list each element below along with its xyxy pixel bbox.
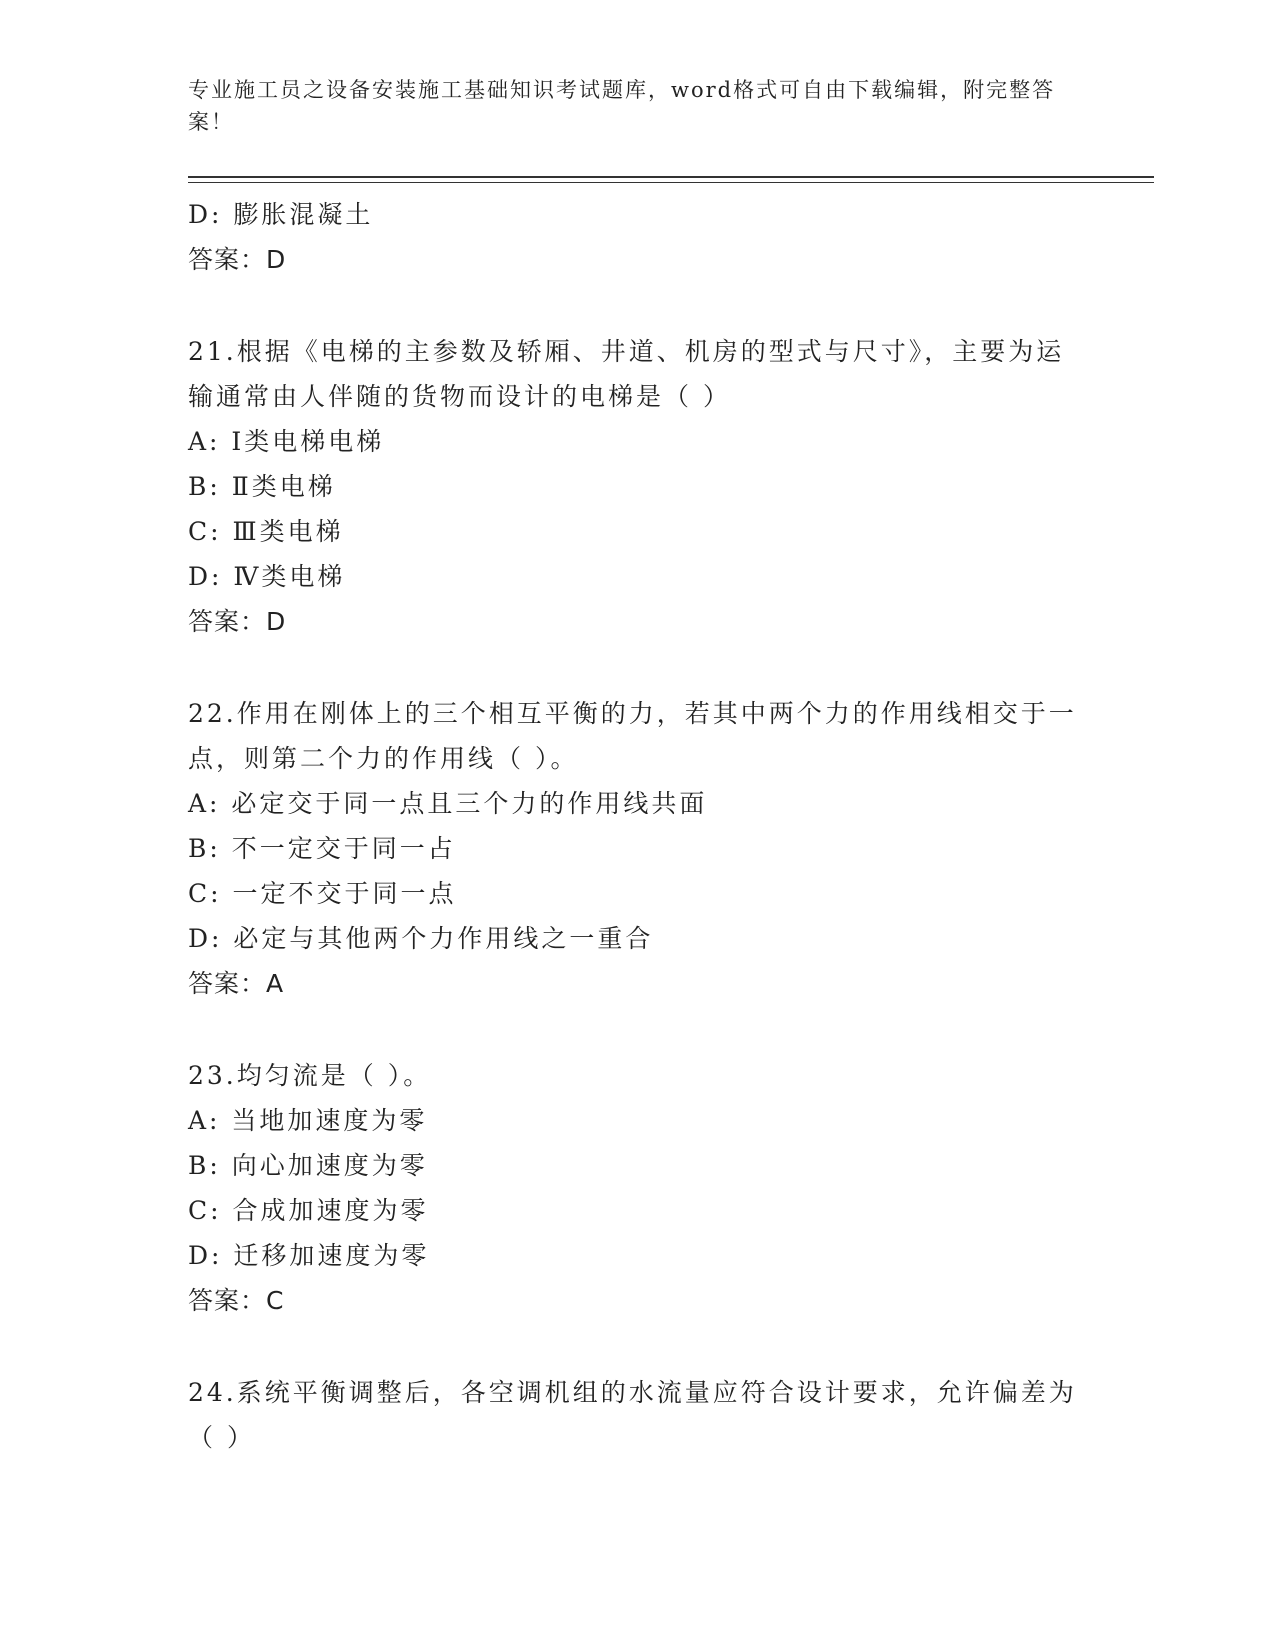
question-stem: 23.均匀流是（ ）。 xyxy=(188,1061,432,1090)
document-header: 专业施工员之设备安装施工基础知识考试题库，word格式可自由下载编辑，附完整答案！ xyxy=(188,78,1056,134)
question-stem: 24.系统平衡调整后，各空调机组的水流量应符合设计要求，允许偏差为（ ） xyxy=(188,1378,1077,1452)
header-divider-thin xyxy=(188,182,1154,183)
answer: 答案：D xyxy=(188,607,287,636)
question-list xyxy=(188,192,1088,1460)
question-stem: 22.作用在刚体上的三个相互平衡的力，若其中两个力的作用线相交于一点，则第二个力的作用线（ ）。 xyxy=(188,699,1077,773)
question-23 xyxy=(188,1053,1088,1323)
option-a: A: 当地加速度为零 xyxy=(188,1106,428,1135)
option-d: D: Ⅳ类电梯 xyxy=(188,562,346,591)
option-d: D: 必定与其他两个力作用线之一重合 xyxy=(188,924,654,953)
header-divider-thick xyxy=(188,176,1154,178)
question-stem: 21.根据《电梯的主参数及轿厢、井道、机房的型式与尺寸》，主要为运输通常由人伴随的货物而设计的电梯是（ ） xyxy=(188,337,1065,411)
prev-option-d: D: 膨胀混凝土 xyxy=(188,200,374,229)
option-c: C: 合成加速度为零 xyxy=(188,1196,429,1225)
question-24 xyxy=(188,1370,1088,1460)
question-21 xyxy=(188,329,1088,644)
answer: 答案：C xyxy=(188,1286,285,1315)
option-c: C: Ⅲ类电梯 xyxy=(188,517,344,546)
prev-answer: 答案：D xyxy=(188,245,287,274)
option-b: B: Ⅱ类电梯 xyxy=(188,472,336,501)
option-d: D: 迁移加速度为零 xyxy=(188,1241,430,1270)
answer: 答案：A xyxy=(188,969,285,998)
option-a: A: Ⅰ类电梯电梯 xyxy=(188,427,385,456)
option-b: B: 不一定交于同一占 xyxy=(188,834,456,863)
option-a: A: 必定交于同一点且三个力的作用线共面 xyxy=(188,789,708,818)
question-22 xyxy=(188,691,1088,1006)
option-b: B: 向心加速度为零 xyxy=(188,1151,428,1180)
option-c: C: 一定不交于同一点 xyxy=(188,879,457,908)
